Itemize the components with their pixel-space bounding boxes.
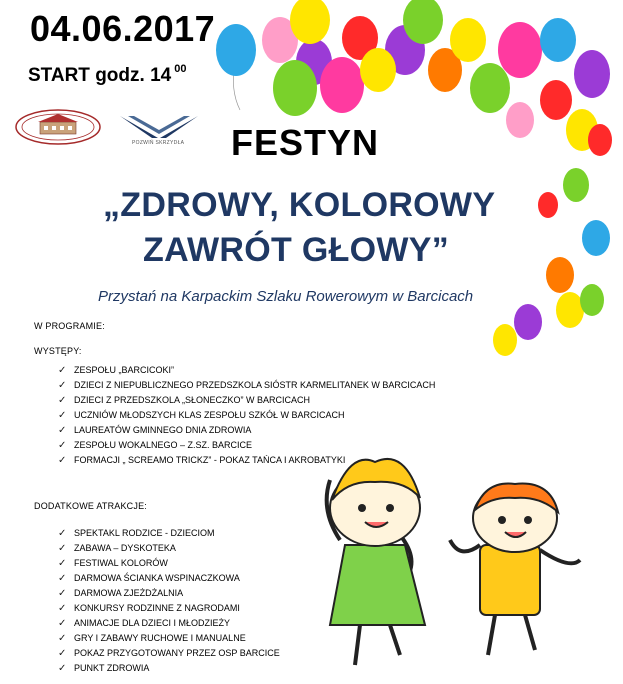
- attraction-item: [58, 616, 280, 631]
- balloon-icon: [498, 22, 542, 78]
- attraction-item-label: POKAZ PRZYGOTOWANY PRZEZ OSP BARCICE: [74, 648, 280, 658]
- checkmark-icon: ✓: [58, 380, 67, 391]
- logo-caption: POZWIŃ SKRZYDŁA: [132, 140, 185, 146]
- balloon-icon: [563, 168, 589, 202]
- attraction-item: [58, 631, 280, 646]
- balloon-icon: [216, 24, 256, 110]
- balloon-icon: [493, 324, 517, 356]
- balloon-icon: [470, 63, 510, 113]
- checkmark-icon: ✓: [58, 648, 67, 659]
- attraction-item-label: FESTIWAL KOLORÓW: [74, 558, 168, 568]
- pozwin-skrzydla-logo: [118, 112, 200, 152]
- school-emblem-icon: [14, 108, 102, 146]
- balloon-icon: [538, 192, 558, 218]
- attraction-item-label: KONKURSY RODZINNE Z NAGRODAMI: [74, 603, 240, 613]
- balloon-icon: [514, 304, 542, 340]
- attraction-item-label: ANIMACJE DLA DZIECI I MŁODZIEŻY: [74, 618, 231, 628]
- checkmark-icon: ✓: [58, 410, 67, 421]
- balloon-icon: [588, 124, 612, 156]
- performances-heading: WYSTĘPY:: [34, 346, 82, 356]
- performance-item-label: ZESPOŁU WOKALNEGO – Z.SZ. BARCICE: [74, 440, 253, 450]
- program-heading: W PROGRAMIE:: [34, 321, 105, 331]
- checkmark-icon: ✓: [58, 618, 67, 629]
- balloon-icon: [574, 50, 610, 98]
- balloon-icon: [450, 18, 486, 62]
- checkmark-icon: ✓: [58, 633, 67, 644]
- attraction-item: [58, 541, 280, 556]
- school-emblem-logo: [14, 108, 102, 146]
- extras-list: [58, 526, 280, 676]
- performance-item-label: LAUREATÓW GMINNEGO DNIA ZDROWIA: [74, 425, 252, 435]
- attraction-item-label: SPEKTAKL RODZICE - DZIECIOM: [74, 528, 215, 538]
- attraction-item: [58, 571, 280, 586]
- event-title-line-2: ZAWRÓT GŁOWY”: [143, 231, 450, 269]
- festyn-heading: FESTYN: [231, 122, 380, 163]
- performance-item: [58, 378, 435, 393]
- balloon-icon: [556, 292, 584, 328]
- attraction-item-label: ZABAWA – DYSKOTEKA: [74, 543, 176, 553]
- attraction-item-label: DARMOWA ZJEŻDŻALNIA: [74, 588, 184, 598]
- start-time: [28, 63, 186, 87]
- checkmark-icon: ✓: [58, 455, 67, 466]
- performance-item-label: FORMACJI „ SCREAMO TRICKZ” - POKAZ TAŃCA I AKROBATYKI: [74, 455, 346, 465]
- balloon-icon: [546, 257, 574, 293]
- balloon-icon: [582, 220, 610, 256]
- checkmark-icon: ✓: [58, 440, 67, 451]
- start-label: START godz. 14: [28, 65, 172, 86]
- boy-figure-icon: [450, 484, 580, 655]
- extras-heading: DODATKOWE ATRAKCJE:: [34, 501, 147, 511]
- attraction-item: [58, 646, 280, 661]
- performance-item: [58, 363, 435, 378]
- balloon-icon: [360, 48, 396, 92]
- jumping-kids-illustration: [310, 440, 610, 684]
- attraction-item-label: PUNKT ZDROWIA: [74, 663, 150, 673]
- checkmark-icon: ✓: [58, 663, 67, 674]
- performance-item-label: ZESPOŁU „BARCICOKI”: [74, 365, 175, 375]
- performance-item-label: DZIECI Z NIEPUBLICZNEGO PRZEDSZKOLA SIÓSTR KARMELITANEK W BARCICACH: [74, 380, 436, 390]
- girl-figure-icon: [327, 459, 425, 665]
- checkmark-icon: ✓: [58, 528, 67, 539]
- performance-item-label: DZIECI Z PRZEDSZKOLA „SŁONECZKO” W BARCICACH: [74, 395, 311, 405]
- wings-icon: [118, 112, 200, 142]
- event-title-line-1: „ZDROWY, KOLOROWY: [103, 186, 496, 224]
- checkmark-icon: ✓: [58, 558, 67, 569]
- performance-item: [58, 423, 435, 438]
- balloon-icon: [540, 18, 576, 62]
- event-location: Przystań na Karpackim Szlaku Rowerowym w Barcicach: [98, 288, 474, 305]
- attraction-item: [58, 661, 280, 676]
- attraction-item: [58, 601, 280, 616]
- balloon-icon: [273, 60, 317, 116]
- attraction-item: [58, 556, 280, 571]
- checkmark-icon: ✓: [58, 603, 67, 614]
- checkmark-icon: ✓: [58, 395, 67, 406]
- event-date: 04.06.2017: [30, 8, 216, 49]
- checkmark-icon: ✓: [58, 588, 67, 599]
- attraction-item-label: GRY I ZABAWY RUCHOWE I MANUALNE: [74, 633, 246, 643]
- balloon-icon: [580, 284, 604, 316]
- checkmark-icon: ✓: [58, 543, 67, 554]
- attraction-item: [58, 526, 280, 541]
- attraction-item-label: DARMOWA ŚCIANKA WSPINACZKOWA: [74, 573, 240, 583]
- start-minutes: 00: [174, 63, 187, 75]
- performance-item-label: UCZNIÓW MŁODSZYCH KLAS ZESPOŁU SZKÓŁ W BARCICACH: [74, 410, 345, 420]
- checkmark-icon: ✓: [58, 573, 67, 584]
- balloons-illustration: [200, 0, 623, 360]
- attraction-item: [58, 586, 280, 601]
- performance-item: [58, 408, 435, 423]
- checkmark-icon: ✓: [58, 425, 67, 436]
- balloon-icon: [506, 102, 534, 138]
- balloon-icon: [320, 57, 364, 113]
- checkmark-icon: ✓: [58, 365, 67, 376]
- balloon-icon: [540, 80, 572, 120]
- performance-item: [58, 393, 435, 408]
